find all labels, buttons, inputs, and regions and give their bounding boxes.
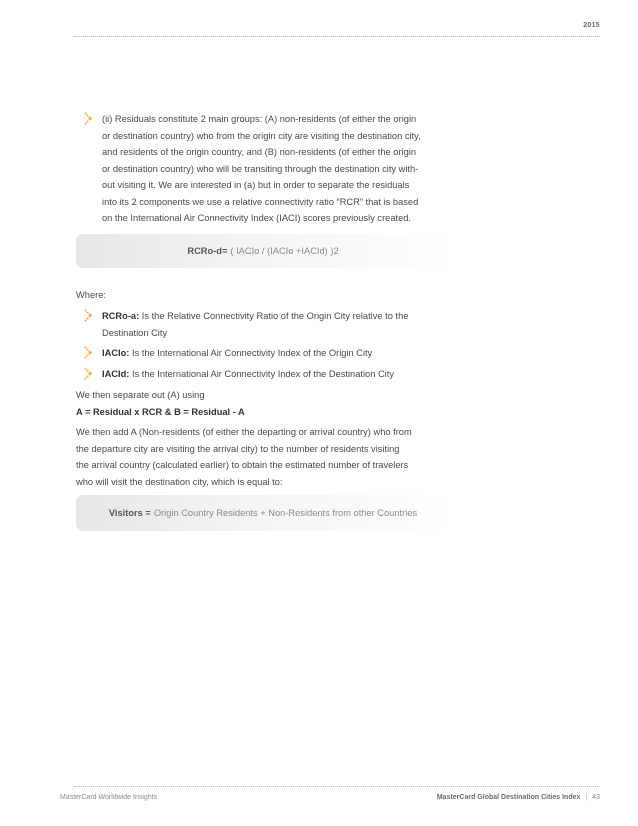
footer-rule <box>74 786 600 787</box>
chevron-bullet-icon <box>84 309 92 321</box>
add-paragraph <box>76 424 456 490</box>
intro-line: or destination country) who will be transiting through the destination city with- <box>102 163 419 174</box>
definition-text: Is the International Air Connectivity Index of the Origin City <box>131 348 373 358</box>
definition-term: IACId: <box>102 369 130 379</box>
rcr-formula-label: RCRo-d= <box>187 246 228 256</box>
add-line: the departure city are visiting the arrival city) to the number of residents visiting <box>76 443 400 454</box>
add-line: the arrival country (calculated earlier) to obtain the estimated number of travelers <box>76 460 409 470</box>
definition-text: Destination City <box>102 327 168 338</box>
definition-item <box>84 366 454 383</box>
definition-term: IACIo: <box>102 348 130 358</box>
definition-item <box>84 345 454 362</box>
header-rule <box>74 36 600 37</box>
add-line: We then add A (Non-residents (of either the departing or arrival country) who from <box>76 427 412 437</box>
page-number: 43 <box>592 794 600 801</box>
chevron-bullet-icon <box>84 367 92 379</box>
intro-line: on the International Air Connectivity Index (IACI) scores previously created. <box>102 213 412 223</box>
rcr-formula-expr: ( IACIo / (IACIo +IACId) )2 <box>230 246 339 256</box>
footer-separator: | <box>585 794 588 801</box>
intro-line: and residents of the origin country, and (B) non-residents (of either the origin <box>102 147 417 157</box>
separate-formula: A = Residual x RCR & B = Residual - A <box>76 406 245 417</box>
where-label: Where: <box>76 290 106 300</box>
intro-text <box>102 111 454 227</box>
definition-text: Is the International Air Connectivity Index of the Destination City <box>131 369 394 379</box>
separate-paragraph <box>76 387 456 420</box>
year-label: 2015 <box>583 22 600 29</box>
visitors-formula-box <box>76 495 450 531</box>
footer-publication: MasterCard Global Destination Cities Index <box>436 794 581 801</box>
intro-bullet <box>84 111 454 227</box>
intro-line: out visiting it. We are interested in (a) but in order to separate the residuals <box>102 180 410 190</box>
definition-term: RCRo-a: <box>102 311 140 321</box>
intro-line: (ii) Residuals constitute 2 main groups: (A) non-residents (of either the origin <box>102 114 417 124</box>
intro-line: or destination country) who from the origin city are visiting the destination city, <box>102 130 421 141</box>
visitors-formula-label: Visitors = <box>108 508 151 518</box>
definition-text: Is the Relative Connectivity Ratio of the Origin City relative to the <box>141 311 409 321</box>
separate-text: We then separate out (A) using <box>76 390 205 400</box>
visitors-formula-expr: Origin Country Residents + Non-Residents from other Countries <box>153 508 418 518</box>
intro-line: into its 2 components we use a relative connectivity ratio “RCR” that is based <box>102 196 419 207</box>
rcr-formula-box <box>76 234 450 268</box>
chevron-bullet-icon <box>84 346 92 358</box>
chevron-bullet-icon <box>84 112 92 124</box>
footer-right <box>437 794 600 801</box>
footer-left: MasterCard Worldwide Insights <box>60 794 158 801</box>
add-line: who will visit the destination city, which is equal to: <box>76 476 283 487</box>
definition-item <box>84 308 454 341</box>
